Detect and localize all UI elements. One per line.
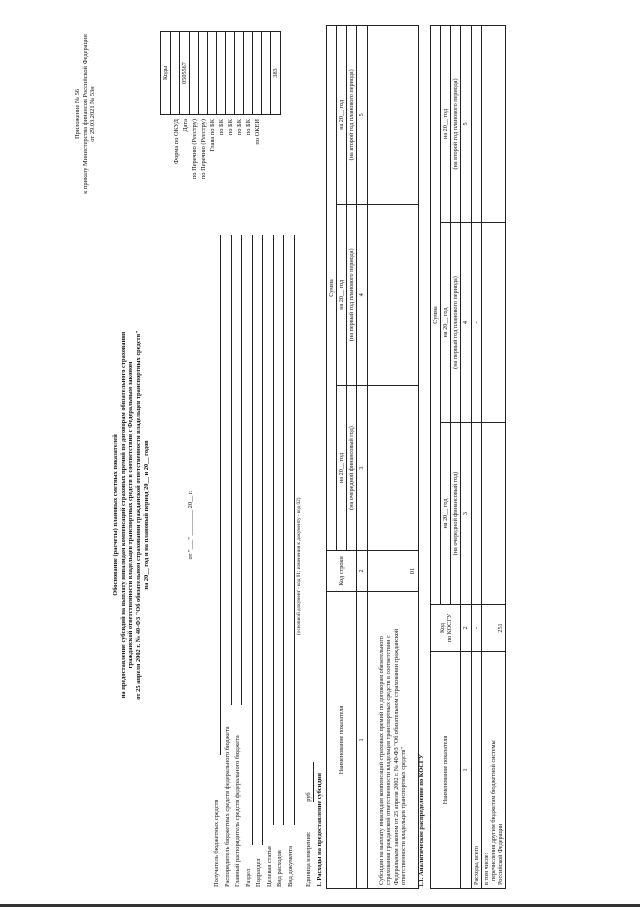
appendix-date: от 29.03.2021 № 53н xyxy=(89,86,97,142)
code-label: по БК xyxy=(244,119,252,136)
title-line-1: Обоснование (расчеты) плановых сметных показателей xyxy=(112,434,119,596)
row-kosgu-code: 251 xyxy=(481,605,505,652)
col-num: 1 xyxy=(357,592,367,889)
section-1-heading: 1. Расходы на предоставление субсидии xyxy=(316,773,323,887)
title-line-5: на 20__ год и на плановый период 20__ и 20__ годов xyxy=(142,440,150,590)
th-sum: Сумма xyxy=(327,26,337,551)
field-line xyxy=(262,235,263,845)
code-label: Дата xyxy=(181,119,189,132)
unit-value: руб xyxy=(305,762,314,802)
appendix-number: Приложение № 56 xyxy=(74,89,81,139)
field-target-article: Целевая статья xyxy=(265,846,273,887)
row-indicator xyxy=(367,592,418,889)
col-num: 4 xyxy=(357,204,367,385)
code-label: по БК xyxy=(217,119,225,136)
field-main-distributor: Главный распорядитель средств федерального бюджета xyxy=(234,735,241,887)
row-text: Российской Федерации xyxy=(496,823,504,885)
field-line xyxy=(252,235,253,845)
col-num: 1 xyxy=(461,652,471,889)
row-text: перечисления другим бюджетам бюджетной системы xyxy=(489,740,497,881)
code-date xyxy=(190,32,199,115)
title-line-4: от 25 апреля 2002 г. № 40-ФЗ "Об обязательном страховании гражданской ответственности владельцев транспортных средств" xyxy=(135,330,143,700)
code-cell xyxy=(253,32,262,115)
appendix-order: к приказу Министерства финансов Российской Федерации xyxy=(81,34,89,194)
th-year-3: на 20__ год xyxy=(337,26,347,205)
codes-header: Коды xyxy=(161,32,171,115)
unit-label: Единица измерения: xyxy=(305,831,312,887)
code-label: по Перечню (Реестру) xyxy=(190,119,198,180)
row-text: Федеральным законом от 25 апреля 2002 г. № 40-ФЗ "Об обязательном страховании гражданской xyxy=(392,628,400,885)
field-line xyxy=(220,235,221,755)
th-year-2-sub: (на первый год планового периода) xyxy=(451,222,461,422)
code-cell xyxy=(244,32,253,115)
doc-type-note: (основной документ - код 01; изменения к документу - код 02) xyxy=(296,497,302,635)
col-num: 5 xyxy=(461,26,471,223)
code-label: по ОКЕИ xyxy=(253,119,261,145)
th-year-3: на 20__ год xyxy=(441,26,451,223)
code-cell xyxy=(262,32,271,115)
th-kosgu-line: Код xyxy=(438,623,446,633)
th-row-code: Код строки xyxy=(327,551,357,592)
th-year-3-sub: (на второй год планового периода) xyxy=(451,26,461,223)
th-kosgu xyxy=(431,605,461,652)
col-num: 4 xyxy=(461,222,471,422)
table-row xyxy=(471,26,481,889)
col-num: 2 xyxy=(357,551,367,592)
code-cell xyxy=(171,32,180,115)
incl-text: в том числе: xyxy=(482,852,490,885)
row-text: Субсидии на выплату инвалидам компенсаций страховых премий по договорам обязательного xyxy=(378,636,386,885)
table-row xyxy=(367,26,418,889)
col-num: 2 xyxy=(461,605,471,652)
value-cell xyxy=(367,386,418,551)
row-text: ответственности владельцев транспортных средств" xyxy=(399,747,407,885)
code-label: Глава по БК xyxy=(208,119,216,152)
code-cell xyxy=(226,32,235,115)
th-year-3-sub: (на второй год планового периода) xyxy=(347,26,357,205)
section-1-1-heading: 1.1. Аналитическое распределение по КОСГУ xyxy=(418,754,425,887)
th-year-1: на 20__ год xyxy=(441,423,451,605)
field-line xyxy=(294,235,295,825)
code-cell xyxy=(217,32,226,115)
kosgu-table xyxy=(430,25,506,889)
code-cell xyxy=(235,32,244,115)
row-incl-label xyxy=(481,652,505,889)
codes-labels xyxy=(173,119,263,215)
field-recipient: Получатель бюджетных средств xyxy=(213,799,220,887)
code-cell xyxy=(208,32,217,115)
row-code: 01 xyxy=(367,551,418,592)
subsidy-table xyxy=(326,25,419,889)
field-subsection: Подраздел xyxy=(255,858,262,887)
th-year-1-sub: (на очередной финансовый год) xyxy=(347,386,357,551)
field-line xyxy=(231,235,232,705)
code-okud: 0505567 xyxy=(180,32,190,115)
title-line-2: на предоставление субсидий на выплату инвалидам компенсаций страховых премий по договорам обязательного страхования xyxy=(119,331,127,699)
row-total-label: Расходы, всего xyxy=(471,652,481,889)
value-cell xyxy=(367,26,418,205)
th-year-1: на 20__ год xyxy=(337,386,347,551)
value-cell xyxy=(481,26,505,223)
field-expense-type: Вид расходов xyxy=(276,850,283,887)
th-indicator: Наименование показателя xyxy=(327,592,357,889)
value-cell xyxy=(367,204,418,385)
col-num: 3 xyxy=(461,423,471,605)
th-year-2: на 20__ год xyxy=(441,222,451,422)
th-sum: Сумма xyxy=(431,26,441,605)
code-okei: 383 xyxy=(271,32,281,115)
field-line xyxy=(283,235,284,825)
document-title xyxy=(112,185,150,845)
col-num: 5 xyxy=(357,26,367,205)
document-date: от "___" ________ 20__ г. xyxy=(187,490,194,560)
appendix-block xyxy=(74,29,97,199)
th-indicator: Наименование показателя xyxy=(431,652,461,889)
value-cell xyxy=(481,423,505,605)
field-line xyxy=(273,235,274,825)
row-total-code: - xyxy=(471,605,481,652)
col-num: 3 xyxy=(357,386,367,551)
code-label: по БК xyxy=(235,119,243,136)
codes-table xyxy=(160,31,281,115)
unit-row xyxy=(305,762,314,887)
table-row xyxy=(481,26,505,889)
th-year-1-sub: (на очередной финансовый год) xyxy=(451,423,461,605)
field-line xyxy=(241,235,242,705)
code-cell xyxy=(199,32,208,115)
code-label: по Перечню (Реестру) xyxy=(199,119,207,180)
row-text: страхования гражданской ответственности владельцев транспортных средств в соответствии с xyxy=(385,635,393,885)
th-kosgu-line: по КОСГУ xyxy=(445,613,453,643)
title-line-3: гражданской ответственности владельцев транспортных средств в соответствии с Федеральным законом xyxy=(127,361,135,669)
th-year-2: на 20__ год xyxy=(337,204,347,385)
value-cell xyxy=(471,26,481,223)
field-section: Раздел xyxy=(244,868,252,887)
field-distributor: Распорядитель бюджетных средств федерального бюджета xyxy=(223,726,231,887)
field-doc-type: Вид документа xyxy=(286,845,294,887)
value-cell xyxy=(471,423,481,605)
value-cell: - xyxy=(471,222,481,422)
th-year-2-sub: (на первый год планового периода) xyxy=(347,204,357,385)
code-label: по БК xyxy=(226,119,234,136)
value-cell xyxy=(481,222,505,422)
code-label: Форма по ОКУД xyxy=(173,119,180,164)
